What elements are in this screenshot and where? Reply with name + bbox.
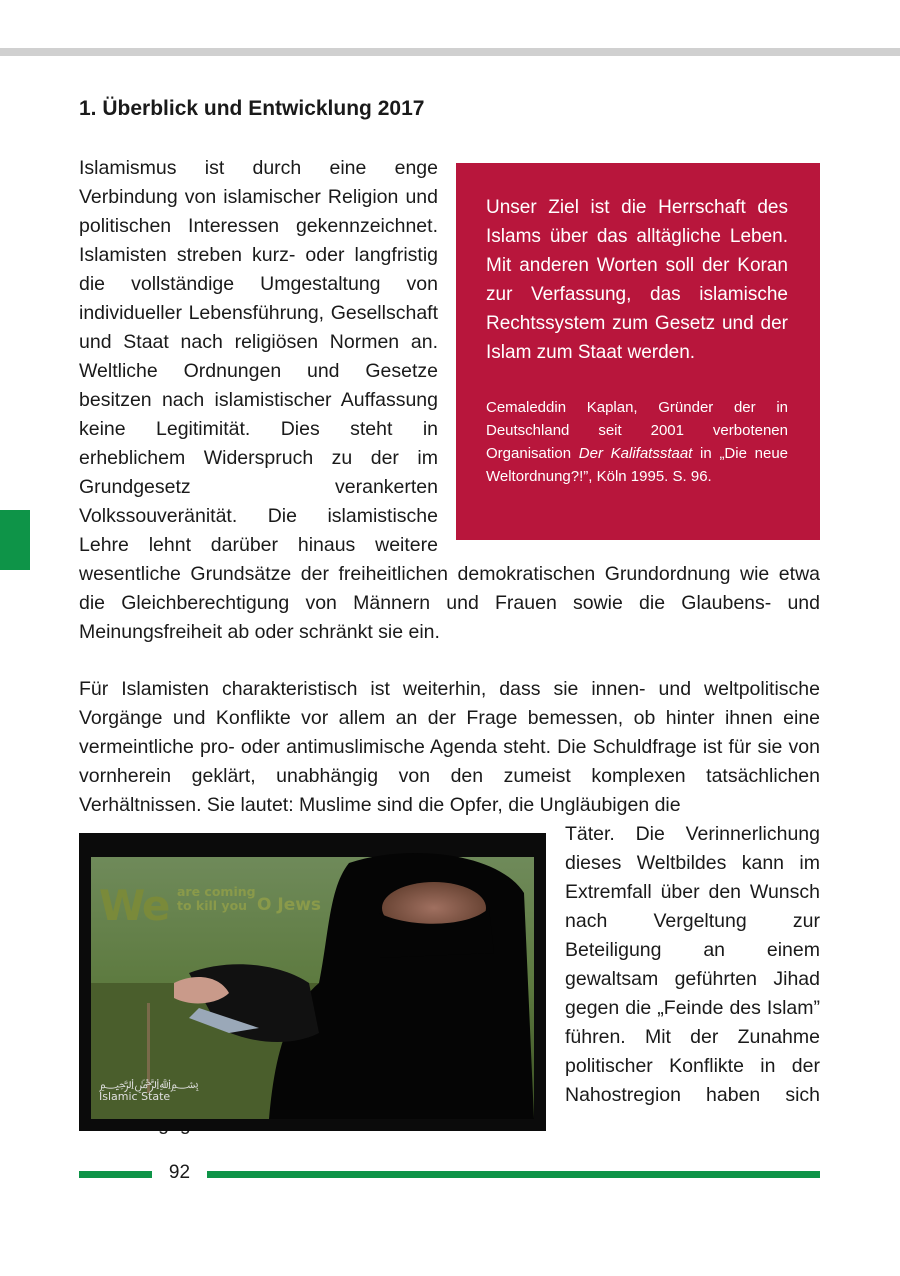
- quote-box: [456, 163, 820, 540]
- quote-source-prefix: Cemaleddin Kaplan, Gründer der in Deutschland seit 2001 verbotenen Organisation: [486, 399, 788, 462]
- paragraph-2-wrap: Täter. Die Verinnerlichung dieses Weltbildes kann im Extremfall über den Wunsch nach Vergeltung zur Beteiligung an einem gewaltsam geführten Jihad gegen die „Feinde des Islam” führen. Mit der Zunahme politischer Konflikte in der Nahostregion haben sich: [565, 823, 820, 1106]
- islamic-state-logo: [99, 1079, 199, 1103]
- chapter-marker: [0, 510, 30, 570]
- quote-source-org: Der Kalifatsstaat: [578, 445, 693, 462]
- footer-rule-right: [207, 1171, 820, 1178]
- quote-text: Unser Ziel ist die Herrschaft des Islams über das alltägliche Leben. Mit anderen Worten soll der Koran zur Verfassung, das islamische Rechtssystem zum Gesetz und der Islam zum Staat werden.: [486, 197, 788, 363]
- top-rule: [0, 48, 900, 56]
- photo-overlay-small: [177, 885, 256, 913]
- quote-source-suffix: in „Die neue Weltordnung?!”, Köln 1995. S. 96.: [486, 445, 789, 485]
- paragraph-1-text: Islamismus ist durch eine enge Verbindung von islamischer Religion und politischen Interessen gekennzeichnet. Islamisten streben kurz- oder langfristig die vollständige Umgestaltung von individueller Lebensführung, Gesellschaft und Staat nach religiösen Normen an. Weltliche Ordnungen und Gesetze besitzen nach islamistischer Auffassung keine Legitimität. Dies steht in erheblichem Widerspruch zu der im Grundgesetz verankerten Volkssouveränität. Die islamistische Lehre lehnt darüber hinaus weitere wesentliche Grundsätze der freiheitlichen demokratischen Grundordnung wie etwa die Gleichberechtigung von Männern und Frauen sowie die Glaubens- und Meinungsfreiheit ab oder schränkt sie ein.: [79, 157, 820, 643]
- photo-overlay-small-line-1: are coming: [177, 884, 256, 899]
- logo-text: Islamic State: [99, 1090, 171, 1103]
- propaganda-photo: [79, 833, 546, 1131]
- paragraph-2-lead: Für Islamisten charakteristisch ist weiterhin, dass sie innen- und weltpolitische Vorgänge und Konflikte vor allem an der Frage bemessen, ob hinter ihnen eine vermeintliche pro- oder antimuslimische Agenda steht. Die Schuldfrage ist für sie von vornherein geklärt, unabhängig von den zumeist komplexen tatsächlichen Verhältnissen. Sie lautet: Muslime sind die Opfer, die Ungläubigen die: [79, 678, 820, 816]
- photo-overlay-tail: O Jews: [257, 895, 322, 915]
- logo-arabic-mark: ﷽: [99, 1077, 199, 1092]
- photo-overlay-small-line-2: to kill you: [177, 898, 248, 913]
- footer-rule-left: [79, 1171, 152, 1178]
- photo-overlay-big: We: [99, 881, 169, 930]
- quote-source: [486, 396, 788, 488]
- section-heading: 1. Überblick und Entwicklung 2017: [79, 97, 425, 120]
- page-number: 92: [168, 1162, 191, 1183]
